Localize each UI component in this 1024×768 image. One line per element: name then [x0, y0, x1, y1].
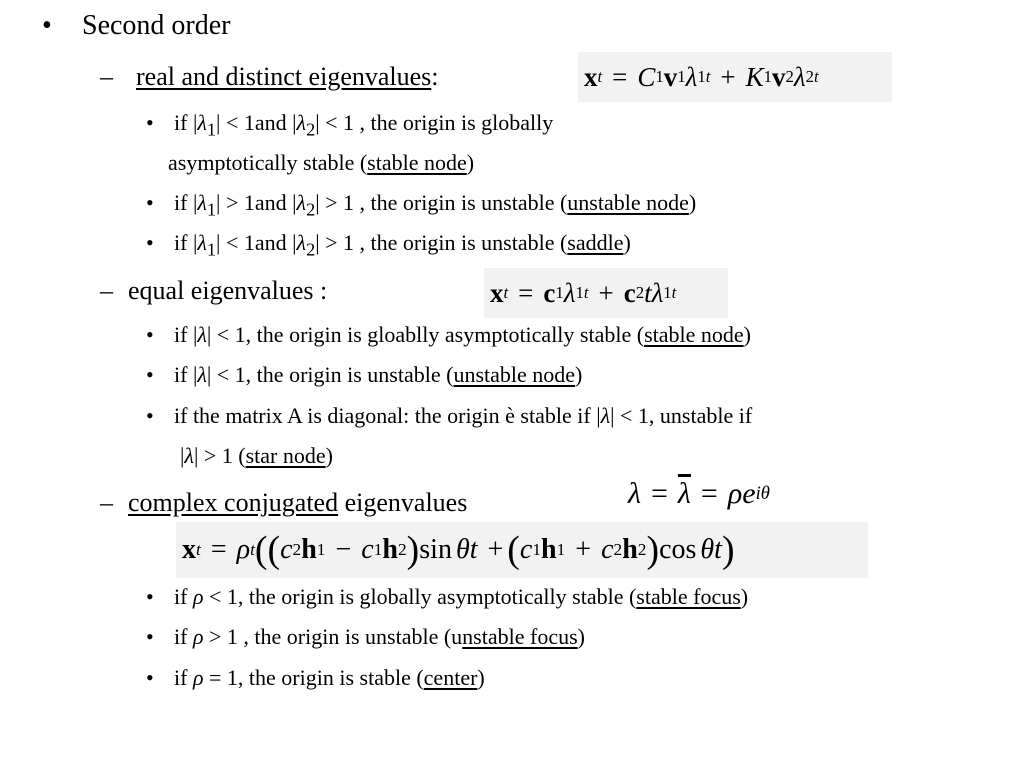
- real-item-stable-node-cont: asymptotically stable (stable node): [168, 150, 475, 175]
- real-item-saddle: if $|\lambda_1| < 1and$ $|\lambda_2| > 1$ , the origin is unstable (saddle): [174, 230, 631, 260]
- equation-complex-solution: x t = ρ t ( ( c 2 h 1 − c 1 h 2 ) sin θ t + ( c 1 h 1 + c 2 h 2 ) cos θ t ): [176, 522, 868, 578]
- heading-second-order: Second order: [82, 10, 231, 41]
- equation-equal: x t = c 1 λ 1 t + c 2 t λ 1 t: [484, 268, 728, 318]
- complex-eigenvalues-heading: complex conjugated eigenvalues: [128, 488, 468, 517]
- equal-item-star-node: |λ| > 1 (star node): [180, 443, 333, 468]
- equal-item-stable-node: if |λ| < 1, the origin is gloablly asymptotically stable (stable node): [174, 322, 751, 347]
- complex-item-center: if ρ = 1, the origin is stable (center): [174, 665, 485, 690]
- complex-item-unstable-focus: if ρ > 1 , the origin is unstable (unstable focus): [174, 624, 585, 649]
- equal-item-diagonal: if the matrix A is diagonal: the origin è stable if |λ| < 1, unstable if: [174, 403, 753, 428]
- bullet-icon: •: [146, 362, 154, 387]
- bullet-icon: •: [146, 230, 154, 255]
- equation-complex-lambda: λ = $\overline{\lambda}$ = ρ e iθ: [628, 477, 770, 510]
- bullet-icon: •: [146, 110, 154, 135]
- bullet-icon: •: [146, 322, 154, 347]
- real-item-unstable-node: if $|\lambda_1| > 1and$ $|\lambda_2| > 1$ , the origin is unstable (unstable node): [174, 190, 697, 220]
- bullet-icon: •: [42, 10, 52, 41]
- bullet-icon: •: [146, 624, 154, 649]
- bullet-icon: •: [146, 403, 154, 428]
- bullet-icon: •: [146, 190, 154, 215]
- equal-eigenvalues-heading: equal eigenvalues :: [128, 276, 328, 305]
- bullet-icon: •: [146, 584, 154, 609]
- real-item-stable-node: if $|\lambda_1| < 1and$ $|\lambda_2| < 1$ , the origin is globally: [174, 110, 554, 140]
- real-distinct-heading: real and distinct eigenvalues:: [136, 62, 439, 91]
- dash-icon: –: [100, 62, 113, 91]
- equation-real-distinct: x t = C 1 v 1 λ 1 t + K 1 v 2 λ 2 t: [578, 52, 892, 102]
- equal-item-unstable-node: if |λ| < 1, the origin is unstable (unstable node): [174, 362, 583, 387]
- bullet-icon: •: [146, 665, 154, 690]
- dash-icon: –: [100, 276, 113, 305]
- dash-icon: –: [100, 488, 113, 517]
- complex-item-stable-focus: if ρ < 1, the origin is globally asymptotically stable (stable focus): [174, 584, 749, 609]
